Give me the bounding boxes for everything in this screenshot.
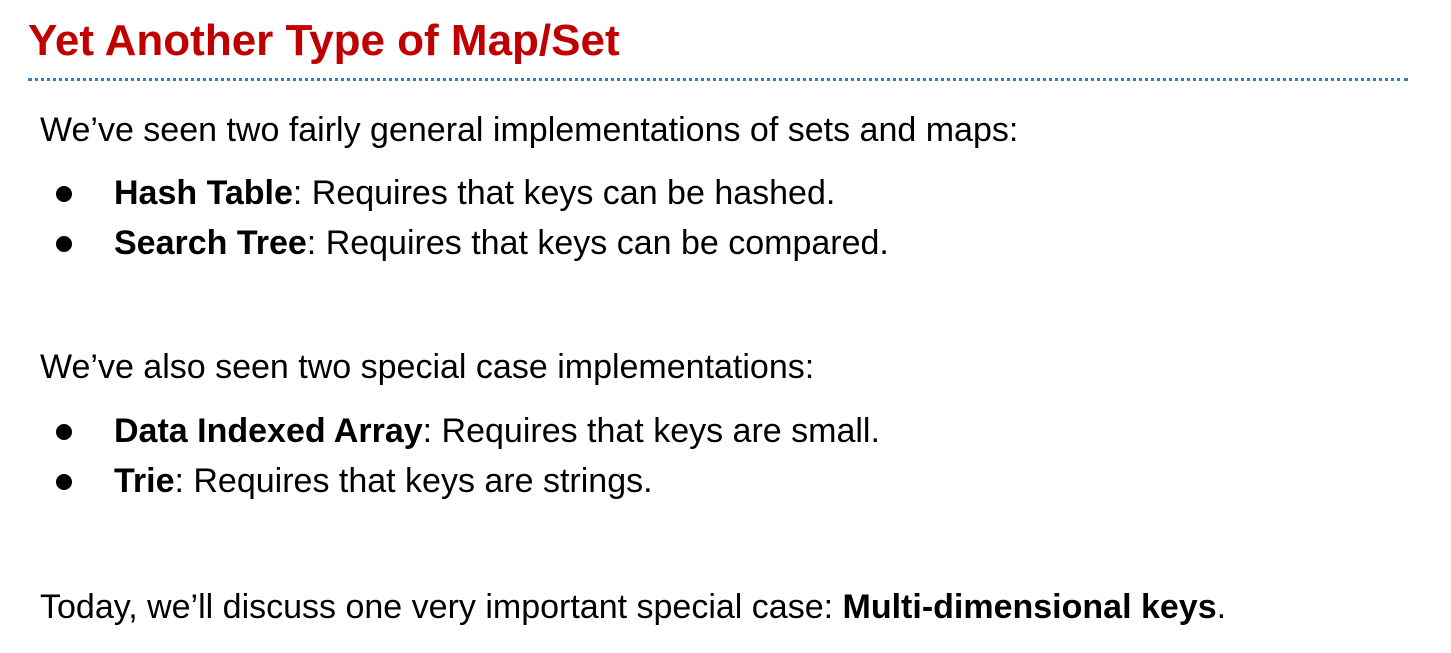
term-search-tree: Search Tree <box>114 224 307 262</box>
bullet-icon <box>56 236 72 252</box>
list-item-text <box>114 461 653 501</box>
desc-hash-table: : Requires that keys can be hashed. <box>292 174 836 212</box>
closing-prefix: Today, we’ll discuss one very important special case: <box>40 588 843 626</box>
desc-search-tree: : Requires that keys can be compared. <box>306 224 889 262</box>
closing-text <box>40 587 1226 627</box>
desc-trie: : Requires that keys are strings. <box>174 462 653 500</box>
list-item-text <box>114 223 889 263</box>
slide-title: Yet Another Type of Map/Set <box>28 16 620 65</box>
desc-data-indexed-array: : Requires that keys are small. <box>422 412 880 450</box>
term-data-indexed-array: Data Indexed Array <box>114 412 423 450</box>
bullet-icon <box>56 424 72 440</box>
closing-suffix: . <box>1216 588 1227 626</box>
list-item-text <box>114 173 835 213</box>
intro-special-text: We’ve also seen two special case implementations: <box>40 348 815 386</box>
bullet-icon <box>56 186 72 202</box>
term-hash-table: Hash Table <box>114 174 293 212</box>
closing-emphasis: Multi-dimensional keys <box>842 588 1217 626</box>
list-item-text <box>114 411 880 451</box>
title-divider <box>28 78 1408 81</box>
intro-general-text: We’ve seen two fairly general implementations of sets and maps: <box>40 111 1019 149</box>
bullet-icon <box>56 474 72 490</box>
term-trie: Trie <box>114 462 175 500</box>
